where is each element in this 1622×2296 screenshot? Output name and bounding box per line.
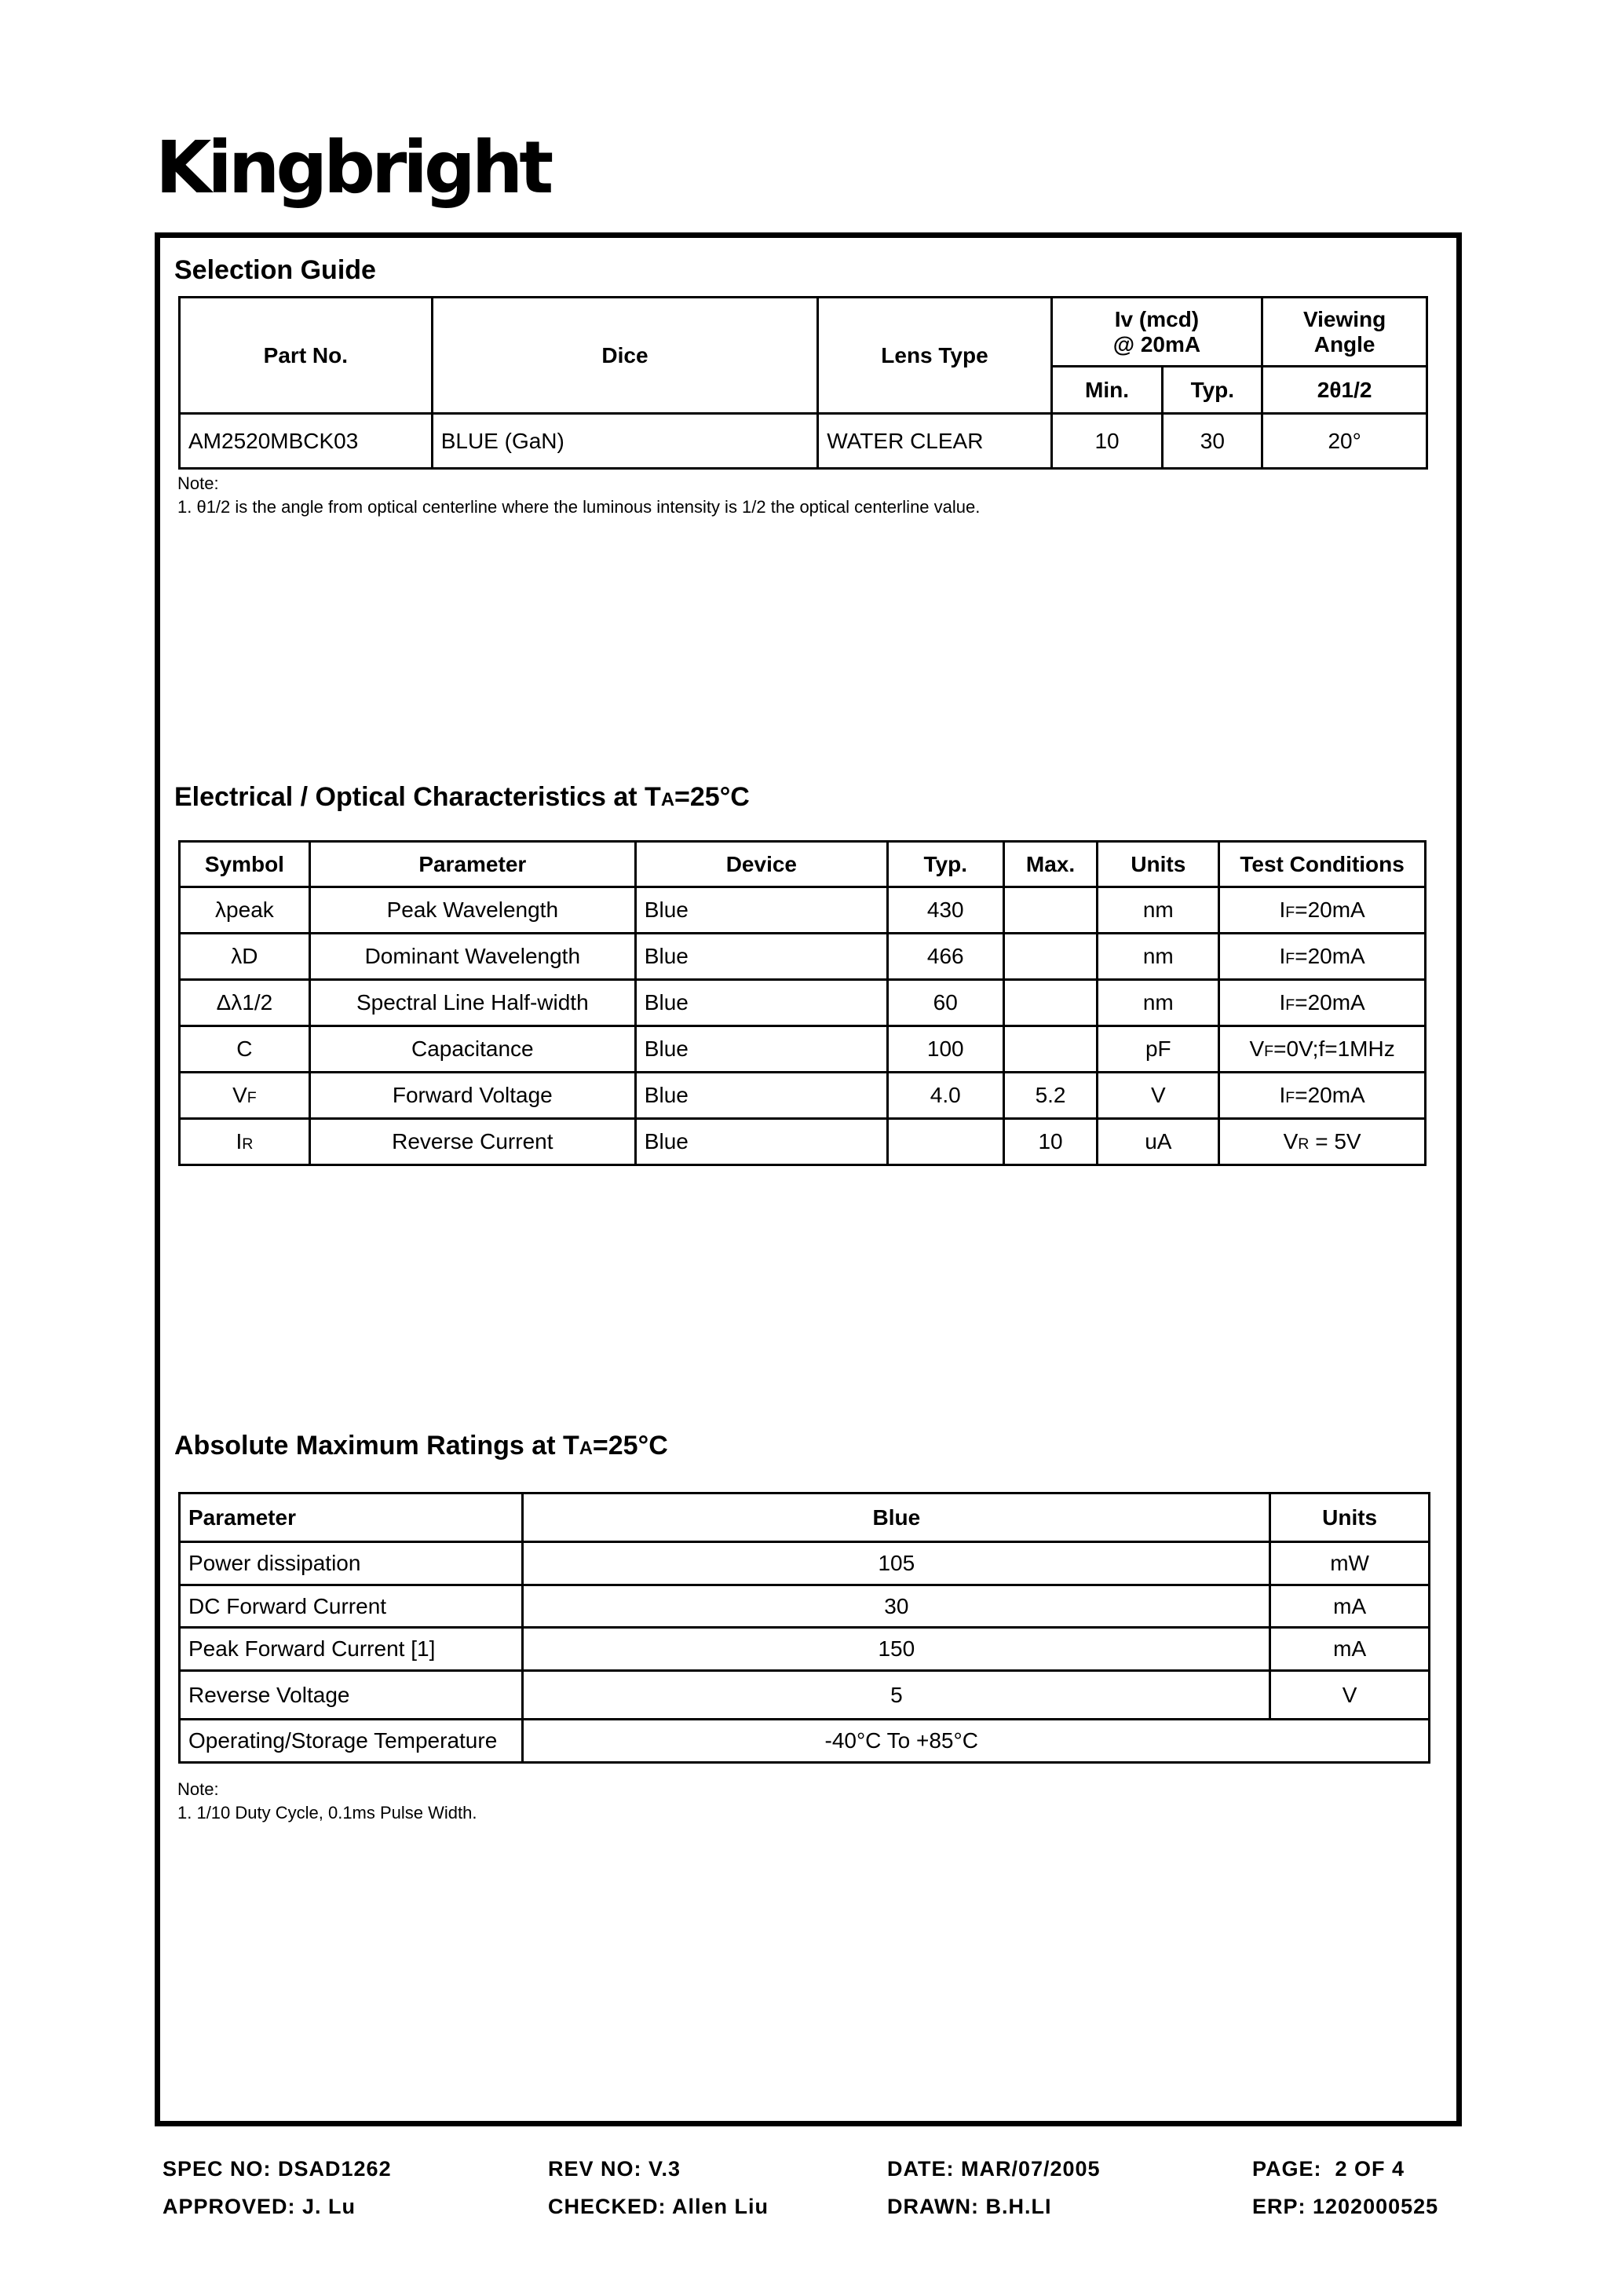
- col-max: Max.: [1003, 842, 1098, 887]
- cell-units: pF: [1098, 1026, 1219, 1073]
- table-row: [180, 1720, 1430, 1763]
- cell-min: 10: [1051, 414, 1163, 469]
- cell-parameter: Capacitance: [309, 1026, 635, 1073]
- footer-drawn: DRAWN: B.H.LI: [887, 2195, 1052, 2218]
- cell-typ: 430: [887, 887, 1003, 934]
- cell-typ: 30: [1163, 414, 1262, 469]
- table-row: [180, 1119, 1426, 1165]
- cell-units: mA: [1270, 1585, 1430, 1628]
- table-row: [180, 1585, 1430, 1628]
- col-dice: Dice: [432, 298, 818, 414]
- cell-units: mA: [1270, 1628, 1430, 1671]
- cell-units: nm: [1098, 980, 1219, 1026]
- selection-guide-title: Selection Guide: [174, 255, 376, 285]
- angle-line2: Angle: [1313, 331, 1375, 356]
- cell-temperature-range: -40°C To +85°C: [523, 1720, 1430, 1763]
- cell-max: [1003, 1026, 1098, 1073]
- cell-max: [1003, 934, 1098, 980]
- table-row: [180, 1026, 1426, 1073]
- footer-rev-no: REV NO: V.3: [548, 2157, 681, 2181]
- selection-note: [177, 472, 980, 519]
- col-device: Device: [635, 842, 887, 887]
- note-label: Note:: [177, 473, 219, 493]
- footer-erp: ERP: 1202000525: [1252, 2195, 1439, 2218]
- col-units: Units: [1098, 842, 1219, 887]
- table-row: [180, 1542, 1430, 1585]
- cell-test-condition: VF=0V;f=1MHz: [1219, 1026, 1426, 1073]
- col-test-conditions: Test Conditions: [1219, 842, 1426, 887]
- cell-part-no: AM2520MBCK03: [180, 414, 433, 469]
- col-viewing-angle: [1262, 298, 1427, 367]
- note-text: 1. θ1/2 is the angle from optical centerline where the luminous intensity is 1/2 the optical centerline value.: [177, 497, 981, 517]
- cell-parameter: Operating/Storage Temperature: [180, 1720, 523, 1763]
- cell-dice: BLUE (GaN): [432, 414, 818, 469]
- cell-device: Blue: [635, 1073, 887, 1119]
- table-row: [180, 934, 1426, 980]
- col-parameter: Parameter: [309, 842, 635, 887]
- col-min: Min.: [1051, 367, 1163, 414]
- selection-guide-table: [178, 296, 1428, 470]
- cell-typ: [887, 1119, 1003, 1165]
- col-part-no: Part No.: [180, 298, 433, 414]
- cell-parameter: Peak Wavelength: [309, 887, 635, 934]
- col-blue: Blue: [523, 1493, 1270, 1542]
- cell-parameter: Dominant Wavelength: [309, 934, 635, 980]
- cell-max: 10: [1003, 1119, 1098, 1165]
- cell-parameter: Reverse Voltage: [180, 1671, 523, 1720]
- col-symbol: Symbol: [180, 842, 310, 887]
- cell-device: Blue: [635, 887, 887, 934]
- table-row: [180, 1671, 1430, 1720]
- col-iv: [1051, 298, 1262, 367]
- cell-test-condition: IF=20mA: [1219, 1073, 1426, 1119]
- cell-units: V: [1098, 1073, 1219, 1119]
- cell-symbol: Δλ1/2: [180, 980, 310, 1026]
- cell-parameter: Peak Forward Current [1]: [180, 1628, 523, 1671]
- cell-symbol: λD: [180, 934, 310, 980]
- cell-units: uA: [1098, 1119, 1219, 1165]
- cell-units: nm: [1098, 934, 1219, 980]
- cell-symbol: C: [180, 1026, 310, 1073]
- absolute-title: Absolute Maximum Ratings at TA=25°C: [174, 1431, 668, 1461]
- cell-typ: 60: [887, 980, 1003, 1026]
- table-row: [180, 887, 1426, 934]
- cell-typ: 466: [887, 934, 1003, 980]
- note-label: Note:: [177, 1779, 219, 1799]
- cell-device: Blue: [635, 934, 887, 980]
- footer-spec-no: SPEC NO: DSAD1262: [163, 2157, 392, 2181]
- col-typ: Typ.: [887, 842, 1003, 887]
- cell-device: Blue: [635, 1026, 887, 1073]
- cell-parameter: Spectral Line Half-width: [309, 980, 635, 1026]
- cell-device: Blue: [635, 980, 887, 1026]
- cell-symbol: VF: [180, 1073, 310, 1119]
- cell-test-condition: IF=20mA: [1219, 980, 1426, 1026]
- col-units: Units: [1270, 1493, 1430, 1542]
- cell-typ: 100: [887, 1026, 1003, 1073]
- col-angle-sub: 2θ1/2: [1262, 367, 1427, 414]
- table-row: [180, 414, 1427, 469]
- footer-checked: CHECKED: Allen Liu: [548, 2195, 769, 2218]
- cell-units: mW: [1270, 1542, 1430, 1585]
- cell-parameter: Power dissipation: [180, 1542, 523, 1585]
- iv-line1: Iv (mcd): [1114, 306, 1200, 331]
- cell-blue: 150: [523, 1628, 1270, 1671]
- footer-approved: APPROVED: J. Lu: [163, 2195, 356, 2218]
- cell-blue: 105: [523, 1542, 1270, 1585]
- electrical-title: Electrical / Optical Characteristics at TA=25°C: [174, 782, 750, 812]
- iv-line2: @ 20mA: [1112, 331, 1201, 356]
- absolute-table: [178, 1492, 1430, 1764]
- cell-parameter: DC Forward Current: [180, 1585, 523, 1628]
- cell-units: nm: [1098, 887, 1219, 934]
- col-lens-type: Lens Type: [818, 298, 1051, 414]
- cell-max: [1003, 980, 1098, 1026]
- cell-test-condition: VR = 5V: [1219, 1119, 1426, 1165]
- absolute-note: [177, 1778, 477, 1825]
- cell-blue: 30: [523, 1585, 1270, 1628]
- cell-units: V: [1270, 1671, 1430, 1720]
- cell-symbol: IR: [180, 1119, 310, 1165]
- electrical-table: [178, 840, 1427, 1166]
- note-text: 1. 1/10 Duty Cycle, 0.1ms Pulse Width.: [177, 1803, 477, 1823]
- col-parameter: Parameter: [180, 1493, 523, 1542]
- cell-test-condition: IF=20mA: [1219, 934, 1426, 980]
- table-row: [180, 1073, 1426, 1119]
- angle-line1: Viewing: [1302, 306, 1386, 331]
- table-row: [180, 1628, 1430, 1671]
- footer-page: PAGE: 2 OF 4: [1252, 2157, 1405, 2181]
- cell-typ: 4.0: [887, 1073, 1003, 1119]
- cell-lens-type: WATER CLEAR: [818, 414, 1051, 469]
- col-typ: Typ.: [1163, 367, 1262, 414]
- table-row: [180, 980, 1426, 1026]
- cell-device: Blue: [635, 1119, 887, 1165]
- footer-date: DATE: MAR/07/2005: [887, 2157, 1101, 2181]
- cell-parameter: Reverse Current: [309, 1119, 635, 1165]
- cell-blue: 5: [523, 1671, 1270, 1720]
- cell-max: [1003, 887, 1098, 934]
- cell-max: 5.2: [1003, 1073, 1098, 1119]
- cell-angle: 20°: [1262, 414, 1427, 469]
- brand-logo: Kingbright: [155, 126, 550, 210]
- cell-symbol: λpeak: [180, 887, 310, 934]
- cell-test-condition: IF=20mA: [1219, 887, 1426, 934]
- cell-parameter: Forward Voltage: [309, 1073, 635, 1119]
